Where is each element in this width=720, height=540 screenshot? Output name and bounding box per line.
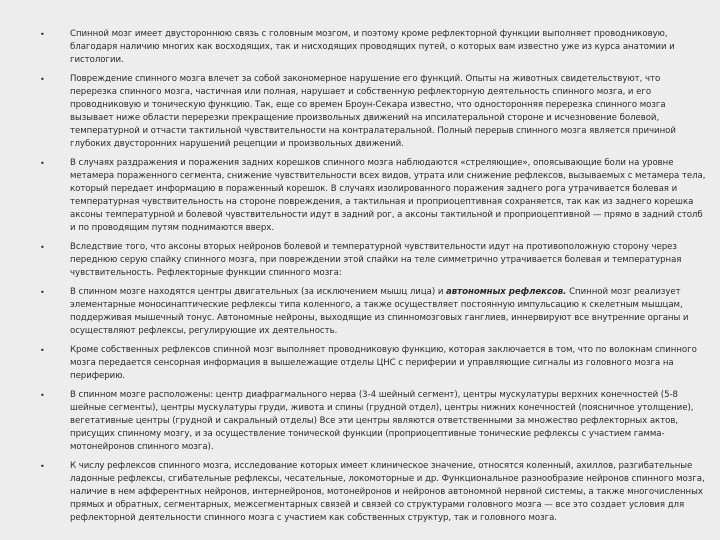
bullet-text: Кроме собственных рефлексов спинной мозг выполняет проводниковую функцию, которая заключается в том, что по волокнам спинного мозга передается сенсорная информация в вышележащие отделы ЦНС с периферии и управляющие сигналы из головного мозга на периферию. [70,345,697,381]
bullet-marker: • [40,346,45,355]
bullet-marker: • [40,30,45,39]
bullet-marker: • [40,462,45,471]
bullet-item [40,157,708,235]
bullet-text: К числу рефлексов спинного мозга, исследование которых имеет клиническое значение, относятся коленный, ахиллов, разгибательные ладонные рефлексы, сгибательные рефлексы, чесательные, локомоторные и др. Функциональное разнообразие нейронов спинного мозга, наличие в нем афферентных нейронов, интернейронов, мотонейронов и нейронов автономной нервной системы, а также многочисленных прямых и обратных, сегментарных, межсегментарных связей и связей со структурами головного мозга — все это создает условия для рефлекторной деятельности спинного мозга с участием как собственных структур, так и головного мозга. [70,461,705,523]
bullet-text: В спинном мозге расположены: центр диафрагмального нерва (3-4 шейный сегмент), центры мускулатуры верхних конечностей (5-8 шейные сегменты), центры мускулатуры груди, живота и спины (грудной отдел), центры нижних конечностей (поясничное утолщение), вегетативные центры (грудной и сакральный отделы) Все эти центры являются ответственными за множество рефлекторных актов, присущих спинному мозгу, и за осуществление тонической функции (проприоцептивные тонические рефлексы с участием гамма-мотонейронов спинного мозга). [70,390,694,452]
bullet-item [40,344,708,383]
bullet-text: Повреждение спинного мозга влечет за собой закономерное нарушение его функций. Опыты на животных свидетельствуют, что перерезка спинного мозга, частичная или полная, нарушает и собственную рефлекторную деятельность спинного мозга, и его проводниковую и тоническую функцию. Так, еще со времен Броун-Секара известно, что односторонняя перерезка спинного мозга вызывает ниже области перерезки прекращение произвольных движений на ипсилатеральной стороне и исчезновение болевой, температурной и отчасти тактильной чувствительности на контралатеральной. Полный перерыв спинного мозга является причиной глубоких двусторонних нарушений рецепции и произвольных движений. [70,74,676,149]
bullet-list [40,28,708,531]
bullet-item [40,389,708,454]
bullet-item [40,460,708,525]
bullet-marker: • [40,288,45,297]
bullet-text-after: Спинной мозг реализует элементарные моносинаптические рефлексы типа коленного, а также осуществляет постоянную импульсацию к скелетным мышцам, поддерживая мышечный тонус. Автономные нейроны, выходящие из спинномозговых ганглиев, иннервируют все внутренние органы и осуществляют рефлексы, регулирующие их деятельность. [70,287,689,336]
bullet-item [40,286,708,338]
bullet-text: Вследствие того, что аксоны вторых нейронов болевой и температурной чувствительности идут на противоположную сторону через переднюю серую спайку спинного мозга, при повреждении этой спайки на теле симметрично утрачивается болевая и температурная чувствительность. Рефлекторные функции спинного мозга: [70,242,682,278]
bullet-item [40,241,708,280]
bullet-emphasis: автономных рефлексов. [446,287,567,297]
bullet-text: Спинной мозг имеет двустороннюю связь с головным мозгом, и поэтому кроме рефлекторной функции выполняет проводниковую, благодаря наличию многих как восходящих, так и нисходящих проводящих путей, о которых вам известно уже из курса анатомии и гистологии. [70,29,675,65]
bullet-marker: • [40,75,45,84]
bullet-marker: • [40,391,45,400]
bullet-item [40,73,708,151]
bullet-marker: • [40,243,45,252]
bullet-marker: • [40,159,45,168]
bullet-item [40,28,708,67]
bullet-text-before: В спинном мозге находятся центры двигательных (за исключением мышц лица) и [70,287,447,297]
bullet-text: В случаях раздражения и поражения задних корешков спинного мозга наблюдаются «стреляющие», опоясывающие боли на уровне метамера пораженного сегмента, снижение чувствительности всех видов, утрата или снижение рефлексов, вызываемых с метамера тела, который передает информацию в пораженный корешок. В случаях изолированного поражения заднего рога утрачивается болевая и температурная чувствительность на стороне повреждения, а тактильная и проприоцептивная сохраняется, так как из заднего корешка аксоны температурной и болевой чувствительности идут в задний рог, а аксоны тактильной и проприоцептивной — прямо в задний столб и по проводящим путям поднимаются вверх. [70,158,706,233]
